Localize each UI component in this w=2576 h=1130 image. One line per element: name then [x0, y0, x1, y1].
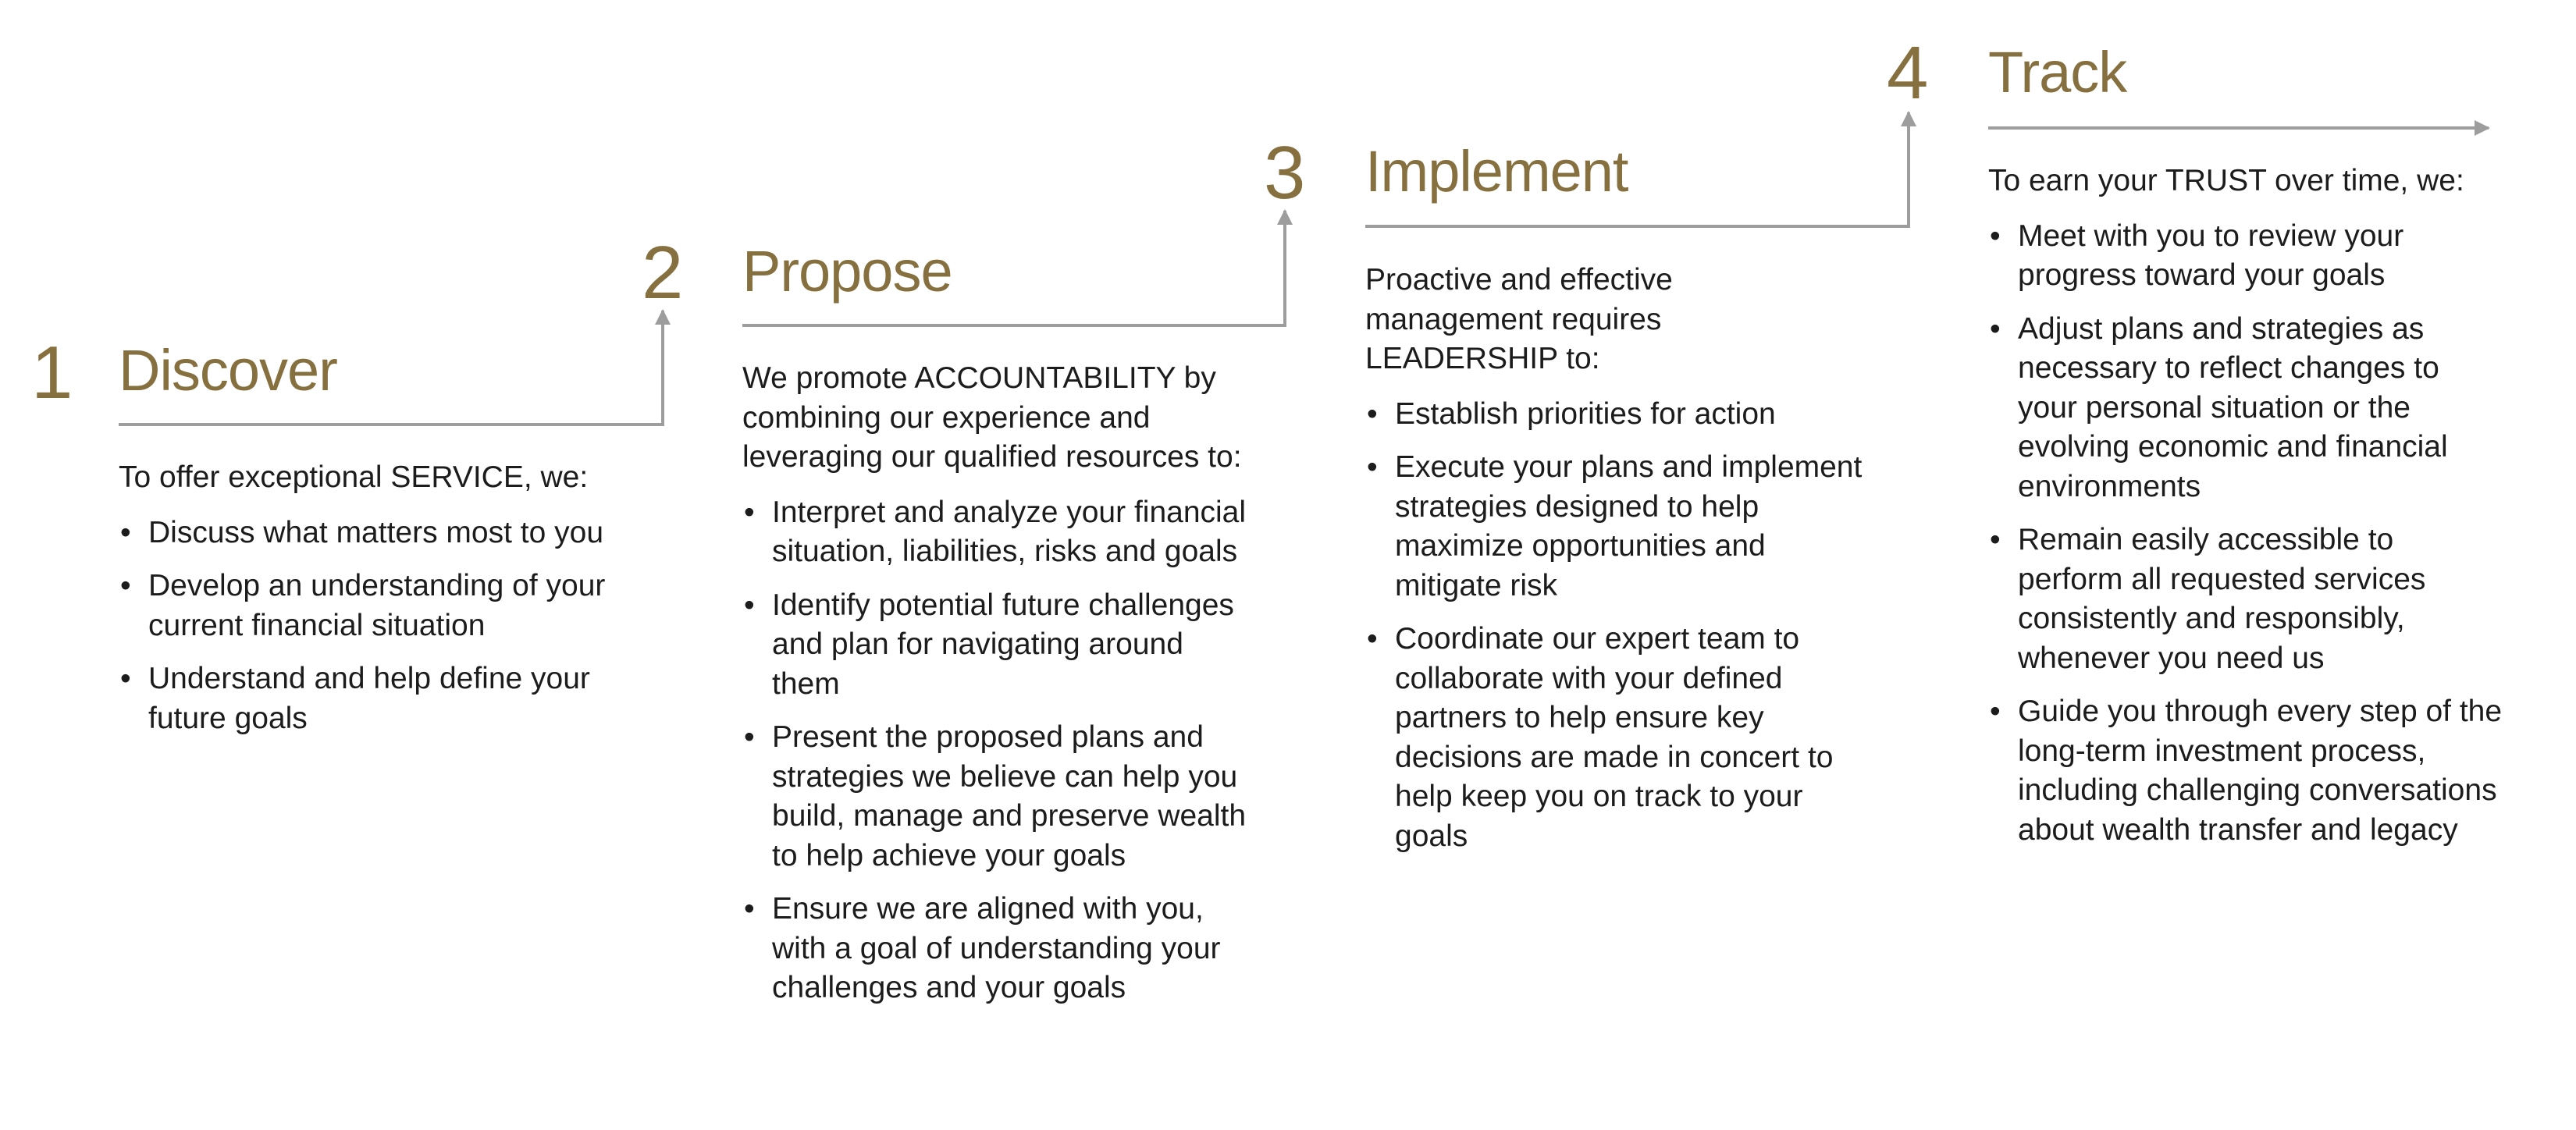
- bullet-icon: •: [1367, 622, 1378, 656]
- list-item: [1988, 217, 2503, 296]
- list-item-text: Adjust plans and strategies as necessary to reflect changes to your personal situation or the evolving economic and financial environments: [2018, 311, 2448, 503]
- list-item-text: Understand and help define your future goals: [148, 662, 590, 735]
- step-description: [119, 458, 634, 752]
- list-item-text: Establish priorities for action: [1395, 396, 1776, 431]
- step-number: 4: [1887, 31, 1929, 115]
- list-item-text: Remain easily accessible to perform all requested services consistently and responsibly, whenever you need us: [2018, 523, 2426, 675]
- bullet-icon: •: [120, 515, 131, 549]
- step-intro: We promote ACCOUNTABILITY by combining our experience and leveraging our qualified resources to:: [742, 361, 1242, 474]
- list-item: [1365, 395, 1873, 435]
- list-item: [119, 567, 634, 645]
- list-item-text: Meet with you to review your progress toward your goals: [2018, 219, 2404, 292]
- step-number: 3: [1264, 131, 1306, 215]
- list-item-text: Coordinate our expert team to collaborate with your defined partners to help ensure key decisions are made in concert to help keep you on track to your goals: [1395, 622, 1834, 853]
- list-item: [742, 890, 1250, 1008]
- step-intro: To earn your TRUST over time, we:: [1988, 164, 2464, 197]
- step-description: [1988, 162, 2503, 864]
- list-item: [742, 718, 1250, 876]
- list-item: [1365, 620, 1873, 856]
- bullet-icon: •: [1990, 311, 2001, 346]
- list-item: [119, 513, 634, 553]
- list-item: [1988, 521, 2503, 678]
- list-item-text: Ensure we are aligned with you, with a goal of understanding your challenges and your goals: [772, 892, 1221, 1004]
- list-item-text: Develop an understanding of your current financial situation: [148, 569, 606, 642]
- step-list: [1988, 217, 2503, 851]
- list-item-text: Interpret and analyze your financial situation, liabilities, risks and goals: [772, 495, 1247, 568]
- bullet-icon: •: [744, 720, 755, 754]
- list-item: [1988, 310, 2503, 507]
- list-item-text: Identify potential future challenges and plan for navigating around them: [772, 588, 1234, 701]
- list-item: [1988, 692, 2503, 850]
- step-intro: To offer exceptional SERVICE, we:: [119, 460, 589, 494]
- list-item: [742, 586, 1250, 705]
- list-item: [1365, 448, 1873, 606]
- bullet-icon: •: [120, 662, 131, 695]
- step-number: 2: [642, 231, 684, 314]
- bullet-icon: •: [744, 588, 755, 622]
- list-item: [742, 493, 1250, 572]
- bullet-icon: •: [1367, 396, 1378, 431]
- list-item-text: Discuss what matters most to you: [148, 515, 604, 549]
- step-intro: Proactive and effective management requires LEADERSHIP to:: [1365, 263, 1673, 375]
- step-title: Discover: [119, 338, 337, 403]
- step-title: Propose: [742, 239, 952, 304]
- bullet-icon: •: [1990, 523, 2001, 556]
- bullet-icon: •: [1990, 695, 2001, 728]
- step-list: [1365, 395, 1873, 857]
- step-list: [742, 493, 1250, 1008]
- step-description: [1365, 261, 1873, 870]
- bullet-icon: •: [1990, 219, 2001, 253]
- step-list: [119, 513, 634, 739]
- bullet-icon: •: [744, 892, 755, 926]
- step-description: [742, 359, 1250, 1022]
- list-item: [119, 659, 634, 738]
- step-number: 1: [31, 331, 73, 414]
- list-item-text: Present the proposed plans and strategies we believe can help you build, manage and preserve wealth to help achieve your goals: [772, 720, 1247, 872]
- bullet-icon: •: [1367, 450, 1378, 484]
- bullet-icon: •: [120, 569, 131, 602]
- bullet-icon: •: [744, 495, 755, 529]
- step-title: Track: [1988, 40, 2127, 105]
- step-title: Implement: [1365, 139, 1628, 204]
- list-item-text: Guide you through every step of the long-term investment process, including challenging conversations about wealth transfer and legacy: [2018, 695, 2503, 847]
- list-item-text: Execute your plans and implement strategies designed to help maximize opportunities and mitigate risk: [1395, 450, 1863, 602]
